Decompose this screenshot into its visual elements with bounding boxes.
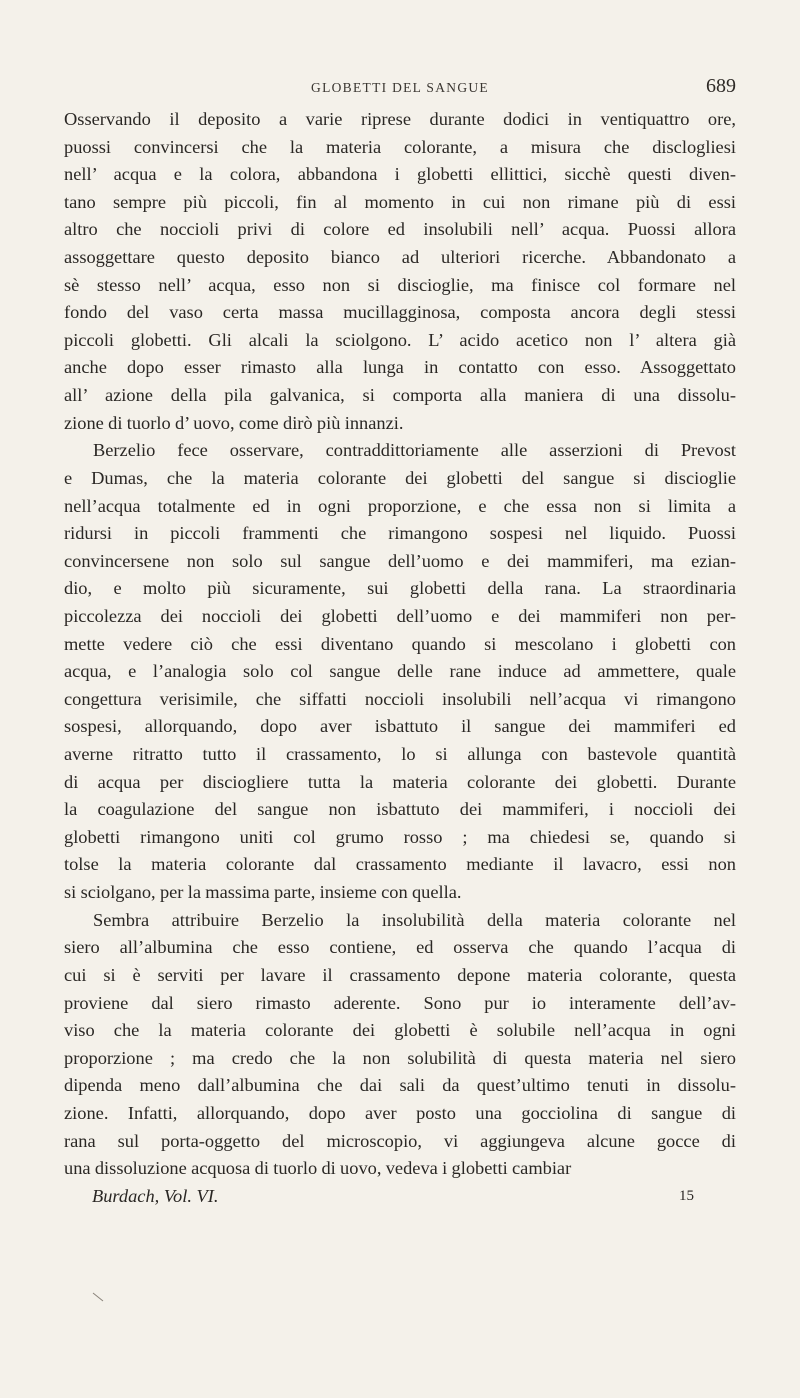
text-line: rana sul porta-oggetto del microscopio, vi aggiungeva alcune gocce di xyxy=(64,1130,736,1151)
text-line: tano sempre più piccoli, fin al momento in cui non rimane più di essi xyxy=(64,191,736,212)
text-line: all’ azione della pila galvanica, si comporta alla maniera di una dissolu- xyxy=(64,385,736,406)
page-number: 689 xyxy=(706,75,736,97)
text-line: fondo del vaso certa massa mucillagginosa, composta ancora degli stessi xyxy=(64,302,736,323)
text-line: congettura verisimile, che siffatti noccioli insolubili nell’acqua vi rimangono xyxy=(64,688,736,709)
text-line: globetti rimangono uniti col grumo rosso ; ma chiedesi se, quando si xyxy=(64,826,736,847)
text-line: acqua, e l’analogia solo col sangue delle rane induce ad ammettere, quale xyxy=(64,661,736,682)
text-line: ridursi in piccoli frammenti che rimangono sospesi nel liquido. Puossi xyxy=(64,523,736,544)
text-line: zione. Infatti, allorquando, dopo aver posto una gocciolina di sangue di xyxy=(64,1102,736,1123)
text-line: convincersene non solo sul sangue dell’uomo e dei mammiferi, ma ezian- xyxy=(64,550,736,571)
text-line: assoggettare questo deposito bianco ad ulteriori ricerche. Abbandonato a xyxy=(64,247,736,268)
text-line: si sciolgano, per la massima parte, insieme con quella. xyxy=(64,882,462,903)
running-head xyxy=(64,75,736,102)
paragraph xyxy=(64,907,736,1183)
text-line: nell’acqua totalmente ed in ogni proporzione, e che essa non si limita a xyxy=(64,495,736,516)
text-line: anche dopo esser rimasto alla lunga in contatto con esso. Assoggettato xyxy=(64,357,736,378)
text-line: mette vedere ciò che essi diventano quando si mescolano i globetti con xyxy=(64,633,736,654)
text-line: zione di tuorlo d’ uovo, come dirò più innanzi. xyxy=(64,412,404,433)
running-title: GLOBETTI DEL SANGUE xyxy=(311,80,489,95)
text-line: e Dumas, che la materia colorante dei globetti del sangue si discioglie xyxy=(64,467,736,488)
text-line: cui si è serviti per lavare il crassamento depone materia colorante, questa xyxy=(64,964,736,985)
text-line: Osservando il deposito a varie riprese durante dodici in ventiquattro ore, xyxy=(64,109,736,129)
text-line: siero all’albumina che esso contiene, ed osserva che quando l’acqua di xyxy=(64,937,736,958)
text-line: puossi convincersi che la materia colorante, a misura che disclogliesi xyxy=(64,136,736,157)
text-line: averne ritratto tutto il crassamento, lo si allunga con bastevole quantità xyxy=(64,744,736,765)
printer-mark-icon xyxy=(92,1292,104,1302)
footer-line xyxy=(64,1183,736,1211)
text-line: Sembra attribuire Berzelio la insolubilità della materia colorante nel xyxy=(93,909,736,930)
text-line: proporzione ; ma credo che la non solubilità di questa materia nel siero xyxy=(64,1047,736,1068)
paragraph xyxy=(64,106,736,437)
text-line: piccoli globetti. Gli alcali la sciolgono. L’ acido acetico non l’ altera già xyxy=(64,329,736,350)
text-line: nell’ acqua e la colora, abbandona i globetti ellittici, sicchè questi diven- xyxy=(64,164,736,185)
text-line: dipenda meno dall’albumina che dai sali da quest’ultimo tenuti in dissolu- xyxy=(64,1075,736,1096)
text-line: dio, e molto più sicuramente, sui globetti della rana. La straordinaria xyxy=(64,578,736,599)
text-line: proviene dal siero rimasto aderente. Sono pur io interamente dell’av- xyxy=(64,992,736,1013)
text-line: di acqua per disciogliere tutta la materia colorante dei globetti. Durante xyxy=(64,771,736,792)
signature-mark: Burdach, Vol. VI. xyxy=(92,1185,219,1206)
text-line: sospesi, allorquando, dopo aver isbattuto il sangue dei mammiferi ed xyxy=(64,716,736,737)
body-text xyxy=(64,106,736,1210)
text-line: piccolezza dei noccioli dei globetti dell’uomo e dei mammiferi non per- xyxy=(64,605,736,626)
text-line: Berzelio fece osservare, contraddittoriamente alle asserzioni di Prevost xyxy=(93,440,736,461)
text-line: viso che la materia colorante dei globetti è solubile nell’acqua in ogni xyxy=(64,1020,736,1041)
text-line: una dissoluzione acquosa di tuorlo di uovo, vedeva i globetti cambiar xyxy=(64,1158,572,1179)
text-line: la coagulazione del sangue non isbattuto dei mammiferi, i noccioli dei xyxy=(64,799,736,820)
paragraph xyxy=(64,437,736,906)
text-line: tolse la materia colorante dal crassamento mediante il lavacro, essi non xyxy=(64,854,736,875)
text-line: altro che noccioli privi di colore ed insolubili nell’ acqua. Puossi allora xyxy=(64,219,736,240)
sheet-number: 15 xyxy=(679,1187,694,1204)
text-line: sè stesso nell’ acqua, esso non si discioglie, ma finisce col formare nel xyxy=(64,274,736,295)
